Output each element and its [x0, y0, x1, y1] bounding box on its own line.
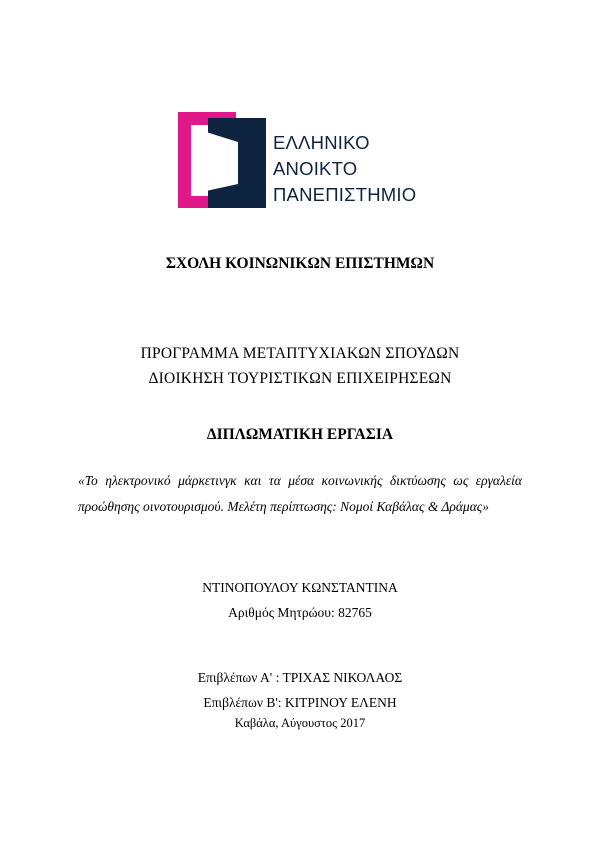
logo-emblem-icon	[178, 112, 270, 208]
program-name: ΠΡΟΓΡΑΜΜΑ ΜΕΤΑΠΤΥΧΙΑΚΩΝ ΣΠΟΥΔΩΝ	[140, 345, 460, 362]
supervisor-b: Επιβλέπων Β': ΚΙΤΡΙΝΟΥ ΕΛΕΝΗ	[203, 695, 397, 710]
school-name: ΣΧΟΛΗ ΚΟΙΝΩΝΙΚΩΝ ΕΠΙΣΤΗΜΩΝ	[165, 255, 435, 272]
program-block	[0, 341, 600, 391]
place-date: Καβάλα, Αύγουστος 2017	[234, 716, 366, 730]
supervisor-a: Επιβλέπων Α' : ΤΡΙΧΑΣ ΝΙΚΟΛΑΟΣ	[197, 670, 403, 685]
logo-line-2: ΑΝΟΙΚΤΟ	[273, 158, 358, 179]
logo-line-3: ΠΑΝΕΠΙΣΤΗΜΙΟ	[273, 184, 417, 205]
university-logo	[178, 112, 428, 208]
author-block	[0, 575, 600, 625]
thesis-type-label: ΔΙΠΛΩΜΑΤΙΚΗ ΕΡΓΑΣΙΑ	[206, 426, 394, 443]
supervisors-block	[0, 665, 600, 715]
logo-wordmark	[273, 130, 416, 208]
thesis-title: «Το ηλεκτρονικό μάρκετινγκ και τα μέσα κοινωνικής δικτύωσης ως εργαλεία προώθησης οινοτουρισμού. Μελέτη περίπτωσης: Νομοί Καβάλας & Δράμας»	[78, 473, 522, 514]
logo-line-1: ΕΛΛΗΝΙΚΟ	[273, 132, 370, 153]
program-specialization: ΔΙΟΙΚΗΣΗ ΤΟΥΡΙΣΤΙΚΩΝ ΕΠΙΧΕΙΡΗΣΕΩΝ	[148, 370, 452, 387]
author-name: ΝΤΙΝΟΠΟΥΛΟΥ ΚΩΝΣΤΑΝΤΙΝΑ	[202, 580, 398, 595]
registration-number: Αριθμός Μητρώου: 82765	[228, 605, 372, 620]
